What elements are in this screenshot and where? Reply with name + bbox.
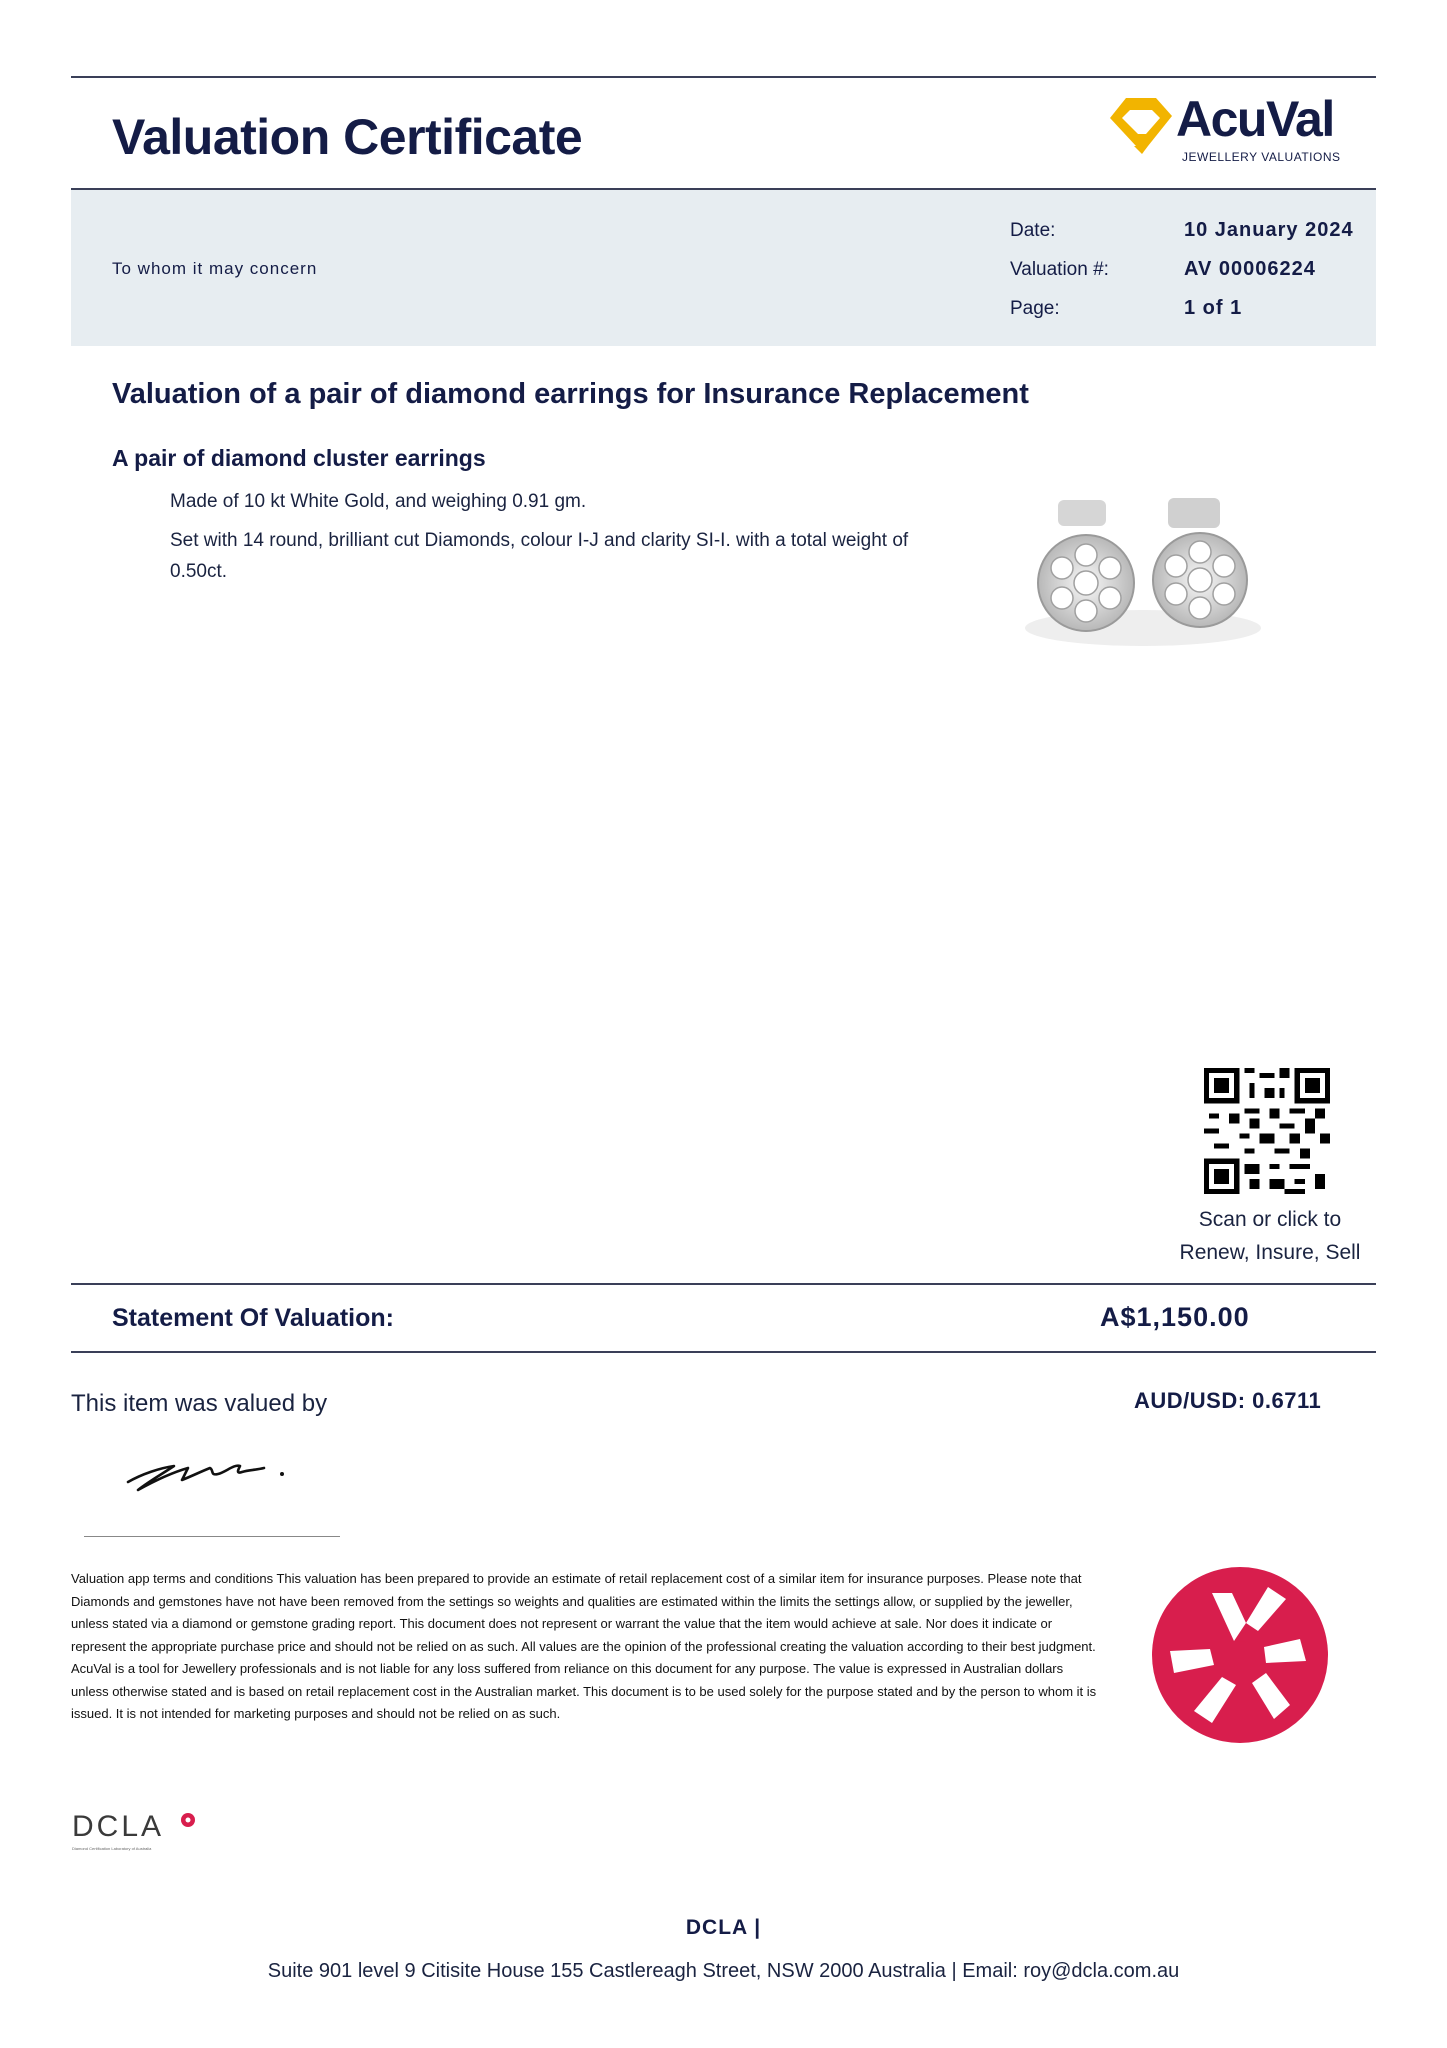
item-description-stones: Set with 14 round, brilliant cut Diamonds, colour I-J and clarity SI-I. with a total weight of 0.50ct.	[170, 530, 909, 582]
dcla-flower-icon	[180, 1812, 196, 1828]
statement-label: Statement Of Valuation:	[112, 1304, 394, 1332]
qr-caption-line-1: Scan or click to	[1198, 1208, 1342, 1231]
date-label: Date:	[1010, 220, 1056, 241]
footer-brand: DCLA |	[685, 1916, 762, 1939]
valuation-number-label: Valuation #:	[1010, 259, 1109, 280]
qr-caption	[1140, 1203, 1400, 1269]
page-label: Page:	[1010, 298, 1060, 319]
valuation-number-value: AV 00006224	[1184, 258, 1316, 280]
valuer-signature	[122, 1446, 302, 1496]
item-title: A pair of diamond cluster earrings	[112, 445, 486, 471]
qr-code-icon[interactable]	[1204, 1068, 1330, 1194]
logo-wordmark: AcuVal	[1176, 91, 1334, 147]
dcla-wordmark: DCLA	[72, 1810, 165, 1843]
salutation: To whom it may concern	[112, 259, 318, 278]
item-description-metal: Made of 10 kt White Gold, and weighing 0.91 gm.	[170, 491, 587, 512]
exchange-rate: AUD/USD: 0.6711	[1134, 1388, 1322, 1413]
statement-value: A$1,150.00	[1100, 1302, 1250, 1332]
acuval-logo	[1108, 90, 1358, 170]
dcla-logo	[72, 1810, 202, 1852]
date-value: 10 January 2024	[1184, 219, 1354, 241]
page-title: Valuation Certificate	[112, 109, 583, 165]
footer-address: Suite 901 level 9 Citisite House 155 Castlereagh Street, NSW 2000 Australia | Email: roy@dcla.com.au	[267, 1960, 1180, 1982]
statement-bottom-rule	[71, 1351, 1376, 1353]
logo-tagline: JEWELLERY VALUATIONS	[1182, 150, 1341, 164]
top-rule	[71, 76, 1376, 78]
statement-top-rule	[71, 1283, 1376, 1285]
valued-by-label: This item was valued by	[71, 1390, 328, 1417]
dcla-seal-icon	[1150, 1565, 1330, 1745]
valuation-heading: Valuation of a pair of diamond earrings for Insurance Replacement	[112, 378, 1029, 410]
earrings-photo	[1018, 488, 1268, 663]
page-value: 1 of 1	[1184, 297, 1243, 319]
qr-caption-line-2: Renew, Insure, Sell	[1179, 1241, 1361, 1264]
dcla-tagline: Diamond Certification Laboratory of Australia	[72, 1846, 152, 1851]
acuval-diamond-logo-icon	[1108, 92, 1174, 158]
terms-and-conditions: Valuation app terms and conditions This valuation has been prepared to provide an estimate of retail replacement cost of a similar item for insurance purposes. Please note that Diamonds and gemstones have not have been removed from the settings so weights and qualities are estimated within the limits the settings allow, or supplied by the jeweller, unless stated via a diamond or gemstone grading report. This document does not represent or warrant the value that the item would achieve at sale. Nor does it indicate or represent the appropriate purchase price and should not be relied on as such. All values are the opinion of the professional creating the valuation according to their best judgment. AcuVal is a tool for Jewellery professionals and is not liable for any loss suffered from reliance on this document for any purpose. The value is expressed in Australian dollars unless otherwise stated and is based on retail replacement cost in the Australian market. This document is to be used solely for the purpose stated and by the person to whom it is issued. It is not intended for marketing purposes and should not be relied on as such.	[71, 1571, 1097, 1721]
signature-line	[84, 1536, 340, 1537]
